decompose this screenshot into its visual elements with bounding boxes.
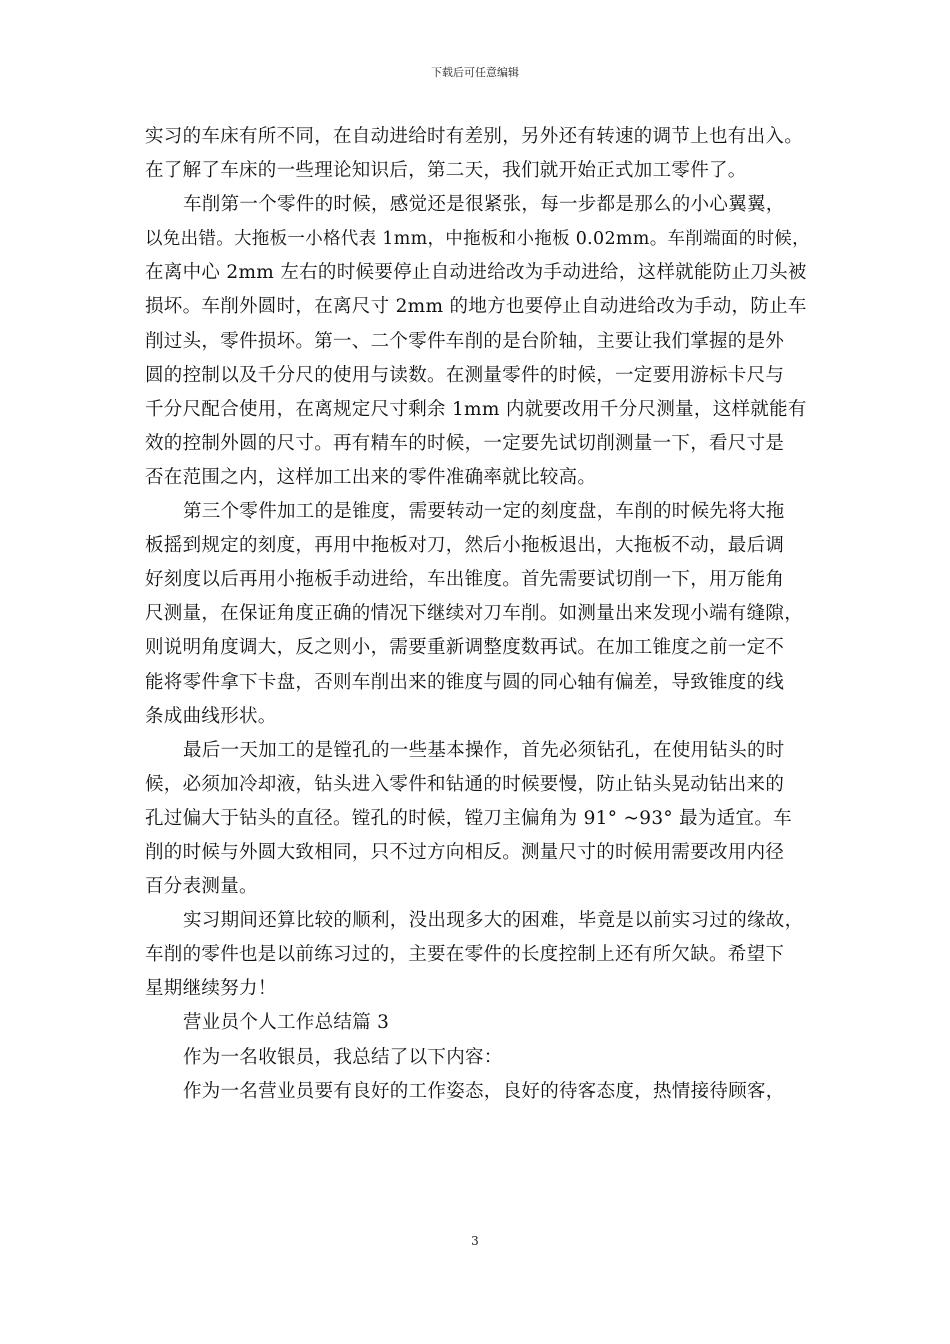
page-header: 下载后可任意编辑 <box>431 66 519 79</box>
text-line: 则说明角度调大，反之则小，需要重新调整度数再试。在加工锥度之前一定不 <box>145 637 785 659</box>
text-line: 实习期间还算比较的顺利，没出现多大的困难，毕竟是以前实习过的缘故， <box>183 910 804 932</box>
text-line: 实习的车床有所不同，在自动进给时有差别，另外还有转速的调节上也有出入。 <box>145 126 804 147</box>
text-line: 效的控制外圆的尺寸。再有精车的时候，一定要先试切削测量一下，看尺寸是 <box>145 432 785 454</box>
text-line: 作为一名营业员要有良好的工作姿态，良好的待客态度，热情接待顾客， <box>183 1080 785 1102</box>
page-number: 3 <box>471 1234 479 1248</box>
text-line: 最后一天加工的是镗孔的一些基本操作，首先必须钻孔，在使用钻头的时 <box>183 739 785 761</box>
body-text <box>145 120 815 1109</box>
text-line: 千分尺配合使用，在离规定尺寸剩余 1mm 内就要改用千分尺测量，这样就能有 <box>145 398 807 420</box>
text-line: 第三个零件加工的是锥度，需要转动一定的刻度盘，车削的时候先将大拖 <box>183 501 785 523</box>
text-line: 好刻度以后再用小拖板手动进给，车出锥度。首先需要试切削一下，用万能角 <box>145 569 785 591</box>
text-line: 削的时候与外圆大致相同，只不过方向相反。测量尺寸的时候用需要改用内径 <box>145 841 785 863</box>
text-line: 否在范围之内，这样加工出来的零件准确率就比较高。 <box>145 466 597 488</box>
text-line: 作为一名收银员，我总结了以下内容： <box>183 1046 503 1068</box>
text-line: 车削第一个零件的时候，感觉还是很紧张，每一步都是那么的小心翼翼， <box>183 194 785 216</box>
text-line: 以免出错。大拖板一小格代表 1mm，中拖板和小拖板 0.02mm。车削端面的时候， <box>145 229 810 250</box>
text-line: 圆的控制以及千分尺的使用与读数。在测量零件的时候，一定要用游标卡尺与 <box>145 364 785 386</box>
text-line: 孔过偏大于钻头的直径。镗孔的时候，镗刀主偏角为 91° ~93° 最为适宜。车 <box>145 807 792 829</box>
text-line: 板摇到规定的刻度，再用中拖板对刀，然后小拖板退出，大拖板不动，最后调 <box>145 535 785 557</box>
text-line: 条成曲线形状。 <box>145 705 277 727</box>
text-line: 在了解了车床的一些理论知识后，第二天，我们就开始正式加工零件了。 <box>145 160 747 182</box>
text-line: 尺测量，在保证角度正确的情况下继续对刀车削。如测量出来发现小端有缝隙， <box>145 603 804 625</box>
text-line: 在离中心 2mm 左右的时候要停止自动进给改为手动进给，这样就能防止刀头被 <box>145 262 807 284</box>
text-line: 百分表测量。 <box>145 876 258 898</box>
text-line: 车削的零件也是以前练习过的，主要在零件的长度控制上还有所欠缺。希望下 <box>145 944 785 966</box>
text-line: 星期继续努力！ <box>145 978 277 1000</box>
text-line: 能将零件拿下卡盘，否则车削出来的锥度与圆的同心轴有偏差，导致锥度的线 <box>145 671 785 693</box>
text-line: 损坏。车削外圆时，在离尺寸 2mm 的地方也要停止自动进给改为手动，防止车 <box>145 296 807 318</box>
text-line: 削过头，零件损坏。第一、二个零件车削的是台阶轴，主要让我们掌握的是外 <box>145 330 785 352</box>
text-line: 候，必须加冷却液，钻头进入零件和钻通的时候要慢，防止钻头晃动钻出来的 <box>145 773 785 795</box>
text-line: 营业员个人工作总结篇 3 <box>183 1012 390 1034</box>
